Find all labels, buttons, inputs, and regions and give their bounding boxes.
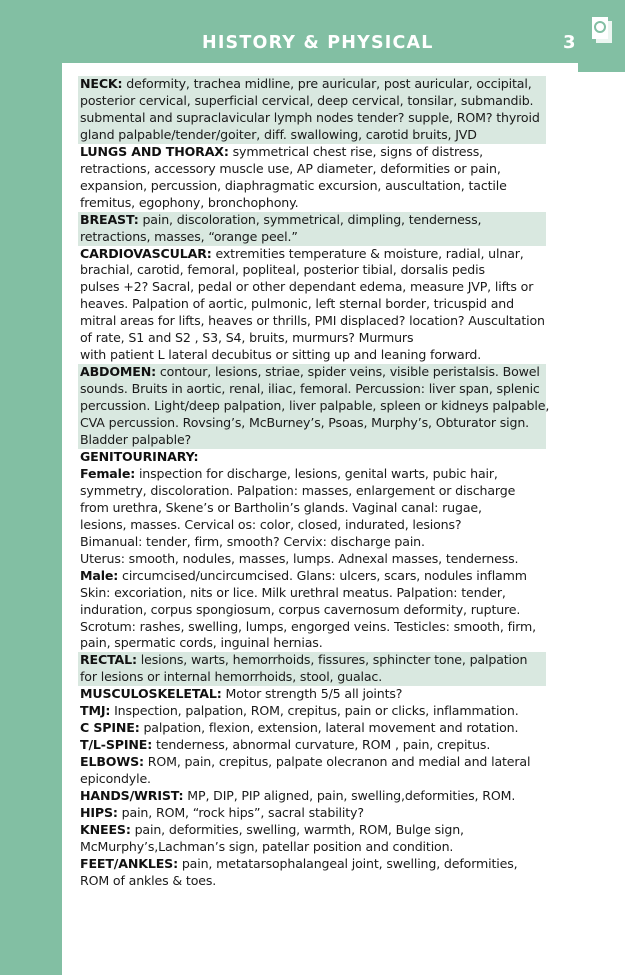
section-text: contour, lesions, striae, spider veins, visible peristalsis. Bowel (156, 364, 540, 380)
section-label: FEET/ANKLES: (80, 855, 178, 871)
section-text: expansion, percussion, diaphragmatic excursion, auscultation, tactile (80, 177, 507, 193)
section-lungs (78, 144, 546, 212)
section-text: lesions, warts, hemorrhoids, fissures, sphincter tone, palpation (136, 652, 528, 668)
text-line (80, 788, 546, 805)
text-line (80, 161, 546, 178)
section-text: Inspection, palpation, ROM, crepitus, pain or clicks, inflammation. (110, 703, 519, 719)
section-text: Scrotum: rashes, swelling, lumps, engorged veins. Testicles: smooth, firm, (80, 618, 536, 634)
text-line (80, 144, 546, 161)
section-breast (78, 212, 546, 246)
text-line (80, 754, 546, 771)
text-line (80, 720, 546, 737)
text-line (80, 483, 546, 500)
section-label: GENITOURINARY: (80, 448, 199, 464)
text-line (80, 771, 546, 788)
section-rectal (78, 652, 546, 686)
text-line (80, 279, 546, 296)
text-line (80, 619, 546, 636)
section-text: epicondyle. (80, 771, 151, 787)
text-line (80, 347, 546, 364)
section-neck (78, 76, 546, 144)
section-text: MP, DIP, PIP aligned, pain, swelling,deformities, ROM. (183, 788, 516, 804)
text-line (80, 76, 546, 93)
text-line (80, 534, 546, 551)
section-label: LUNGS AND THORAX: (80, 143, 229, 159)
text-line (80, 686, 546, 703)
text-line (80, 602, 546, 619)
text-line (80, 364, 546, 381)
section-text: submental and supraclavicular lymph nodes tender? supple, ROM? thyroid (80, 109, 540, 125)
section-text: of rate, S1 and S2 , S3, S4, bruits, murmurs? Murmurs (80, 330, 414, 346)
section-text: Motor strength 5/5 all joints? (221, 686, 403, 702)
text-line (80, 415, 546, 432)
section-text: pain, spermatic cords, inguinal hernias. (80, 635, 323, 651)
text-line (80, 873, 546, 890)
page-title: HISTORY & PHYSICAL (202, 33, 434, 53)
section-text: induration, corpus spongiosum, corpus cavernosum deformity, rupture. (80, 601, 521, 617)
text-line (80, 212, 546, 229)
text-line (80, 398, 550, 415)
section-text: posterior cervical, superficial cervical, deep cervical, tonsilar, submandib. (80, 92, 534, 108)
section-text: from urethra, Skene’s or Bartholin’s glands. Vaginal canal: rugae, (80, 499, 482, 515)
text-line (80, 568, 546, 585)
text-line (80, 262, 546, 279)
section-label: ELBOWS: (80, 754, 144, 770)
section-abdomen (78, 364, 550, 449)
text-line (80, 110, 546, 127)
text-line (80, 635, 546, 652)
text-line (80, 246, 546, 263)
section-text: fremitus, egophony, bronchophony. (80, 194, 299, 210)
section-text: sounds. Bruits in aortic, renal, iliac, femoral. Percussion: liver span, splenic (80, 381, 540, 397)
section-text: Bimanual: tender, firm, smooth? Cervix: discharge pain. (80, 533, 425, 549)
text-line (80, 178, 546, 195)
section-text: tenderness, abnormal curvature, ROM , pain, crepitus. (152, 737, 491, 753)
section-text: percussion. Light/deep palpation, liver palpable, spleen or kidneys palpable, (80, 398, 550, 414)
text-line (80, 652, 546, 669)
text-line (80, 856, 546, 873)
text-line (80, 330, 546, 347)
section-text: Bladder palpable? (80, 432, 192, 448)
section-text: with patient L lateral decubitus or sitting up and leaning forward. (80, 347, 482, 363)
text-line (80, 229, 546, 246)
section-label: NECK: (80, 76, 123, 91)
text-line (80, 127, 546, 144)
margin-area (578, 72, 625, 975)
section-label: ABDOMEN: (80, 364, 157, 380)
page-number: 3 (563, 32, 576, 53)
text-line (80, 517, 546, 534)
text-line (80, 432, 546, 449)
section-text: circumcised/uncircumcised. Glans: ulcers, scars, nodules inflamm (118, 567, 527, 583)
section-text: for lesions or internal hemorrhoids, stool, gualac. (80, 669, 383, 685)
section-label: MUSCULOSKELETAL: (80, 686, 222, 702)
section-label: TMJ: (80, 703, 111, 719)
text-line (80, 381, 546, 398)
text-line (80, 585, 546, 602)
section-text: brachial, carotid, femoral, popliteal, posterior tibial, dorsalis pedis (80, 262, 485, 278)
section-label: C SPINE: (80, 720, 140, 736)
section-text: ROM of ankles & toes. (80, 872, 217, 888)
text-line (80, 551, 546, 568)
text-line (80, 839, 546, 856)
section-text: Uterus: smooth, nodules, masses, lumps. Adnexal masses, tenderness. (80, 550, 519, 566)
section-label: BREAST: (80, 211, 139, 227)
page-ring-icon (590, 15, 614, 45)
section-text: Skin: excoriation, nits or lice. Milk urethral meatus. Palpation: tender, (80, 584, 506, 600)
section-text: ROM, pain, crepitus, palpate olecranon and medial and lateral (143, 754, 531, 770)
section-text: gland palpable/tender/goiter, diff. swallowing, carotid bruits, JVD (80, 126, 477, 142)
section-label: KNEES: (80, 821, 131, 837)
section-text: CVA percussion. Rovsing’s, McBurney’s, Psoas, Murphy’s, Obturator sign. (80, 415, 530, 431)
section-text: symmetry, discoloration. Palpation: masses, enlargement or discharge (80, 482, 516, 498)
text-line (80, 195, 546, 212)
section-text: retractions, masses, “orange peel.” (80, 228, 298, 244)
text-line (80, 93, 546, 110)
section-label: Male: (80, 567, 119, 583)
section-text: mitral areas for lifts, heaves or thrills, PMI displaced? location? Auscultation (80, 313, 545, 329)
text-line (80, 737, 546, 754)
section-text: pain, metatarsophalangeal joint, swelling, deformities, (177, 855, 518, 871)
exam-content (78, 76, 550, 890)
section-cardio (78, 246, 546, 365)
section-text: symmetrical chest rise, signs of distress, (228, 143, 484, 159)
text-line (80, 822, 546, 839)
text-line (80, 466, 546, 483)
section-text: heaves. Palpation of aortic, pulmonic, left sternal border, tricuspid and (80, 296, 514, 312)
text-line (80, 805, 546, 822)
section-label: HIPS: (80, 804, 118, 820)
section-gu (78, 449, 546, 652)
text-line (80, 703, 546, 720)
text-line (80, 500, 546, 517)
section-label: HANDS/WRIST: (80, 788, 184, 804)
section-text: pain, deformities, swelling, warmth, ROM, Bulge sign, (130, 821, 464, 837)
section-msk (78, 686, 546, 889)
text-line (80, 449, 546, 466)
section-text: inspection for discharge, lesions, genital warts, pubic hair, (135, 465, 498, 481)
section-text: pain, ROM, “rock hips”, sacral stability? (117, 804, 364, 820)
text-line (80, 669, 546, 686)
section-text: palpation, flexion, extension, lateral movement and rotation. (139, 720, 519, 736)
text-line (80, 296, 546, 313)
text-line (80, 313, 546, 330)
section-label: RECTAL: (80, 652, 137, 668)
section-text: pulses +2? Sacral, pedal or other dependant edema, measure JVP, lifts or (80, 279, 534, 295)
section-text: lesions, masses. Cervical os: color, closed, indurated, lesions? (80, 516, 462, 532)
section-text: deformity, trachea midline, pre auricular, post auricular, occipital, (122, 76, 532, 91)
section-text: retractions, accessory muscle use, AP diameter, deformities or pain, (80, 160, 501, 176)
section-label: CARDIOVASCULAR: (80, 245, 212, 261)
section-text: McMurphy’s,Lachman’s sign, patellar position and condition. (80, 838, 454, 854)
section-label: Female: (80, 465, 136, 481)
section-text: extremities temperature & moisture, radial, ulnar, (211, 245, 524, 261)
section-label: T/L-SPINE: (80, 737, 153, 753)
section-text: pain, discoloration, symmetrical, dimpling, tenderness, (138, 211, 482, 227)
